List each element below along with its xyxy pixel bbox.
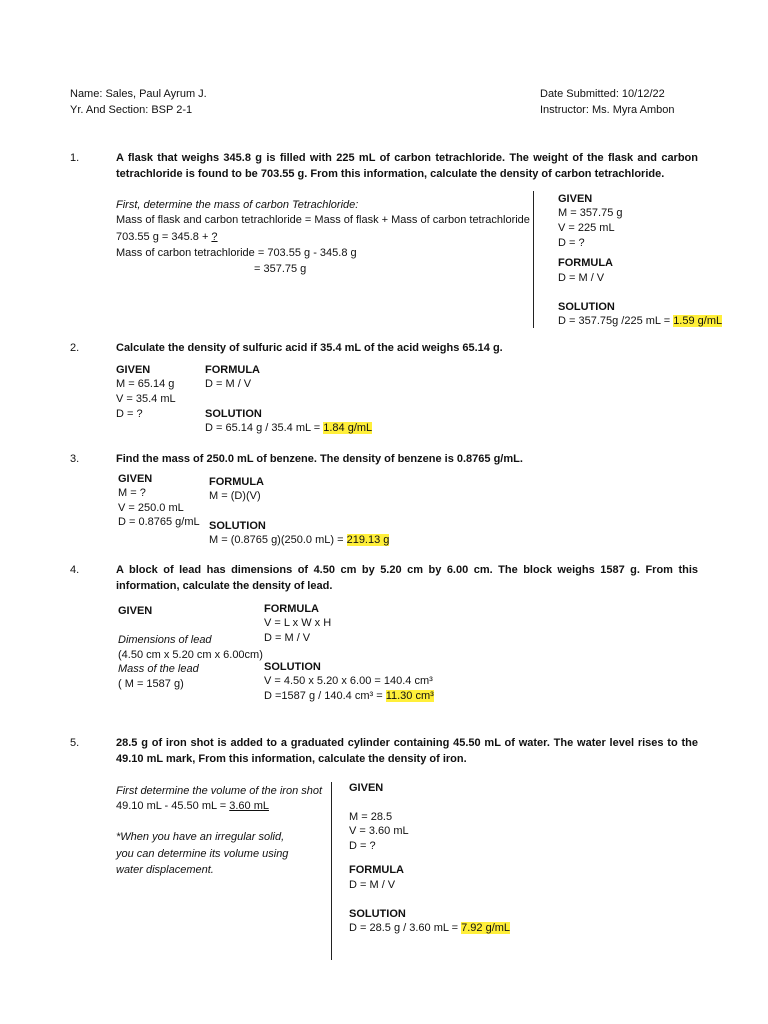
problem-2-formula: D = M / V (205, 378, 252, 390)
problem-1-given-m: M = 357.75 g (558, 207, 623, 219)
problem-1-solution: D = 357.75g /225 mL = 1.59 g/mL (558, 315, 723, 327)
problem-1-given-v: V = 225 mL (558, 222, 615, 234)
problem-3-solution-label: SOLUTION (209, 520, 266, 532)
instructor: Instructor: Ms. Myra Ambon (540, 104, 675, 116)
problem-4-formula-label: FORMULA (264, 603, 319, 615)
problem-4-formula1: V = L x W x H (264, 617, 332, 629)
problem-1-given-d: D = ? (558, 237, 585, 249)
problem-5-given-m: M = 28.5 (349, 811, 393, 823)
problem-3-formula-label: FORMULA (209, 476, 264, 488)
problem-1-solution-label: SOLUTION (558, 301, 615, 313)
problem-2-answer: 1.84 g/mL (323, 422, 373, 434)
problem-1-question: A flask that weighs 345.8 g is filled with 225 mL of carbon tetrachloride. The weight of the flask and carbon tetrachloride is found to be 703.55 g. From this information, calculate the density of carbon tetrachloride. (116, 152, 698, 180)
problem-2-number: 2. (70, 342, 80, 354)
problem-2-solution: D = 65.14 g / 35.4 mL = 1.84 g/mL (205, 422, 373, 434)
problem-4-formula2: D = M / V (264, 632, 311, 644)
problem-2-formula-label: FORMULA (205, 364, 260, 376)
problem-3-given-label: GIVEN (118, 473, 153, 485)
problem-2-given-v: V = 35.4 mL (116, 393, 176, 405)
problem-5-given-d: D = ? (349, 840, 376, 852)
problem-3-solution: M = (0.8765 g)(250.0 mL) = 219.13 g (209, 534, 390, 546)
problem-5-given-label: GIVEN (349, 782, 384, 794)
problem-5-note1: *When you have an irregular solid, (116, 831, 285, 843)
problem-3-question: Find the mass of 250.0 mL of benzene. The density of benzene is 0.8765 g/mL. (116, 453, 523, 465)
problem-1-work-line2: 703.55 g = 345.8 + ? (116, 231, 218, 243)
problem-4-dims-value: (4.50 cm x 5.20 cm x 6.00cm) (118, 649, 263, 661)
problem-5-solution-label: SOLUTION (349, 908, 406, 920)
problem-4-solution-label: SOLUTION (264, 661, 321, 673)
problem-4-mass-label: Mass of the lead (118, 663, 199, 675)
problem-5-note3: water displacement. (116, 864, 214, 876)
problem-2-solution-label: SOLUTION (205, 408, 262, 420)
problem-1-number: 1. (70, 152, 80, 164)
problem-5-solution: D = 28.5 g / 3.60 mL = 7.92 g/mL (349, 922, 511, 934)
problem-3-given-m: M = ? (118, 487, 146, 499)
problem-2-given-label: GIVEN (116, 364, 151, 376)
problem-5-note2: you can determine its volume using (116, 848, 289, 860)
problem-3-given-d: D = 0.8765 g/mL (118, 516, 200, 528)
problem-2-given-m: M = 65.14 g (116, 378, 175, 390)
problem-5-answer: 7.92 g/mL (461, 922, 511, 934)
problem-3-formula: M = (D)(V) (209, 490, 261, 502)
problem-1-formula: D = M / V (558, 272, 605, 284)
problem-4-given-label: GIVEN (118, 605, 153, 617)
problem-3-answer: 219.13 g (346, 534, 390, 546)
date-submitted: Date Submitted: 10/12/22 (540, 88, 665, 100)
problem-5-formula: D = M / V (349, 879, 396, 891)
problem-1-formula-label: FORMULA (558, 257, 613, 269)
problem-5-given-v: V = 3.60 mL (349, 825, 409, 837)
student-name: Name: Sales, Paul Ayrum J. (70, 88, 207, 100)
problem-1-work-line4: = 357.75 g (254, 263, 307, 275)
problem-1-given-label: GIVEN (558, 193, 593, 205)
problem-4-solution1: V = 4.50 x 5.20 x 6.00 = 140.4 cm³ (264, 675, 433, 687)
problem-1-work-line3: Mass of carbon tetrachloride = 703.55 g - 345.8 g (116, 247, 357, 259)
problem-4-question: A block of lead has dimensions of 4.50 cm by 5.20 cm by 6.00 cm. The block weighs 1587 g. From this information, calculate the density of lead. (116, 564, 698, 592)
problem-1-work-line1: Mass of flask and carbon tetrachloride = Mass of flask + Mass of carbon tetrachloride (116, 214, 530, 226)
problem-5-question: 28.5 g of iron shot is added to a graduated cylinder containing 45.50 mL of water. The water level rises to the 49.10 mL mark, From this information, calculate the density of iron. (116, 737, 698, 765)
problem-5-work-intro: First determine the volume of the iron shot (116, 785, 323, 797)
problem-5-divider (331, 782, 332, 960)
problem-5-number: 5. (70, 737, 80, 749)
problem-5-formula-label: FORMULA (349, 864, 404, 876)
problem-5-volume-result: 3.60 mL (229, 800, 269, 812)
problem-1-work-intro: First, determine the mass of carbon Tetrachloride: (116, 199, 359, 211)
problem-3-given-v: V = 250.0 mL (118, 502, 184, 514)
problem-2-given-d: D = ? (116, 408, 143, 420)
problem-4-answer: 11.30 cm³ (385, 690, 434, 702)
problem-4-solution2: D =1587 g / 140.4 cm³ = 11.30 cm³ (264, 690, 434, 702)
problem-4-dims-label: Dimensions of lead (118, 634, 212, 646)
problem-3-number: 3. (70, 453, 80, 465)
problem-4-number: 4. (70, 564, 80, 576)
problem-4-mass-value: ( M = 1587 g) (118, 678, 184, 690)
problem-5-work-line: 49.10 mL - 45.50 mL = 3.60 mL (116, 800, 269, 812)
problem-2-question: Calculate the density of sulfuric acid if 35.4 mL of the acid weighs 65.14 g. (116, 342, 503, 354)
problem-1-answer: 1.59 g/mL (673, 315, 723, 327)
year-section: Yr. And Section: BSP 2-1 (70, 104, 193, 116)
problem-1-divider (533, 191, 534, 328)
